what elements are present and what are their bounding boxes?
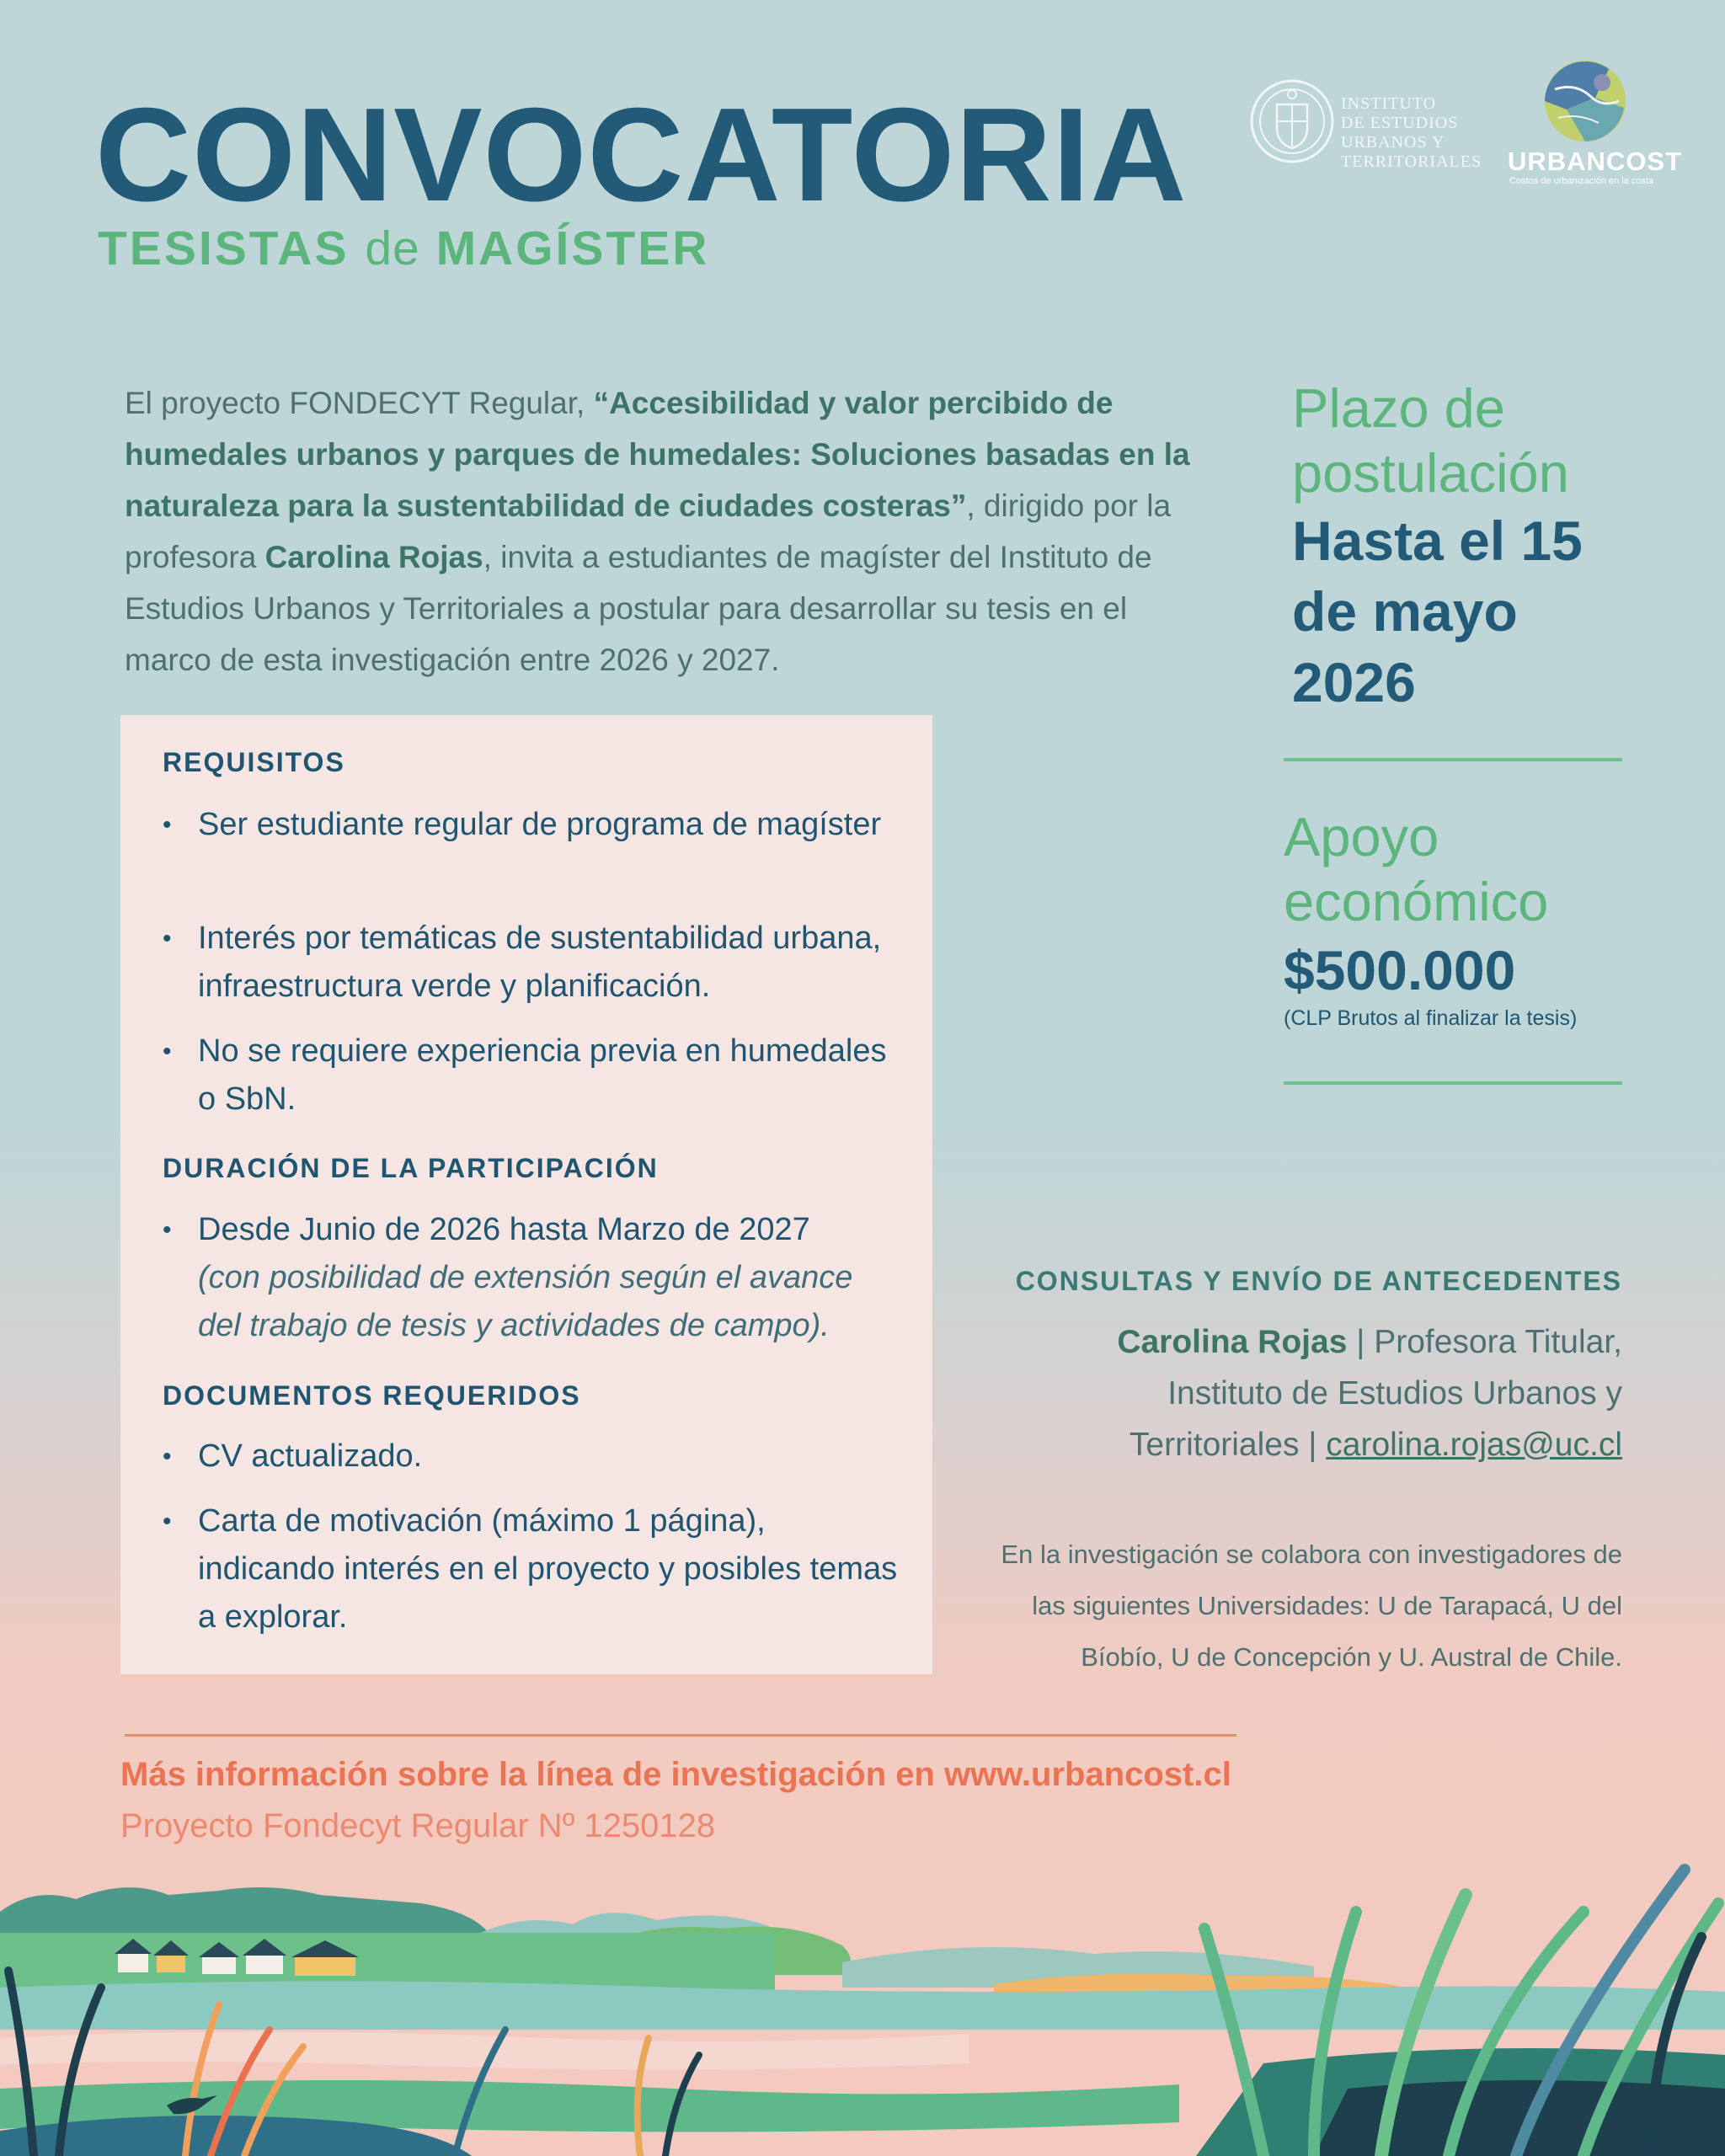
urbancost-map-icon	[1508, 57, 1668, 145]
subtitle-de: de	[365, 221, 420, 275]
list-item-text: Carta de motivación (máximo 1 página), indicando interés en el proyecto y posibles temas a explorar.	[198, 1503, 898, 1635]
list-item	[163, 1497, 904, 1641]
contact-text: | Profesora Titular,	[1347, 1324, 1622, 1360]
duration-heading: DURACIÓN DE LA PARTICIPACIÓN	[163, 1153, 659, 1183]
bullet-icon: •	[163, 1216, 172, 1244]
list-item-text: No se requiere experiencia previa en humedales o SbN.	[198, 1033, 887, 1117]
list-item-text: Desde Junio de 2026 hasta Marzo de 2027	[198, 1212, 810, 1247]
contact-name: Carolina Rojas	[1117, 1324, 1348, 1360]
subtitle-tesistas: TESISTAS	[98, 221, 350, 275]
deadline-label: Plazo de	[1292, 377, 1505, 439]
iet-line: URBANOS Y	[1341, 133, 1445, 152]
list-item	[163, 1206, 904, 1350]
professor-name: Carolina Rojas	[264, 540, 483, 574]
divider	[1284, 1081, 1622, 1085]
footer-divider	[125, 1734, 1236, 1737]
deadline-value: Hasta el 15	[1292, 510, 1583, 572]
contact-email-link[interactable]: carolina.rojas@uc.cl	[1326, 1427, 1622, 1463]
divider	[1284, 758, 1622, 761]
contact-text: Instituto de Estudios Urbanos y	[1167, 1375, 1622, 1412]
iet-logo	[1248, 62, 1488, 180]
intro-text: , invita a estudiantes de magíster del Instituto de Estudios Urbanos y Territoriales a postular para desarrollar su tesis en el marco de esta investigación entre 2026 y 2027.	[125, 540, 1152, 677]
iet-line: DE ESTUDIOS	[1341, 114, 1459, 132]
intro-text: El proyecto FONDECYT Regular,	[125, 386, 594, 420]
support-block	[1284, 804, 1577, 1031]
requirements-box	[120, 715, 932, 1674]
documents-heading: DOCUMENTOS REQUERIDOS	[163, 1380, 581, 1411]
list-item-text: CV actualizado.	[198, 1438, 423, 1474]
deadline-block	[1292, 376, 1583, 718]
list-item	[163, 915, 904, 1011]
page-title: CONVOCATORIA	[95, 81, 1188, 229]
urbancost-name: URBANCOST	[1508, 147, 1683, 176]
urbancost-tagline: Costos de urbanización en la costa	[1509, 176, 1654, 186]
bullet-icon: •	[163, 925, 172, 953]
deadline-value: 2026	[1292, 651, 1416, 713]
contact-text: Territoriales |	[1129, 1427, 1327, 1463]
iet-logo-text	[1341, 94, 1482, 172]
collaboration-note: En la investigación se colabora con investigadores de las siguientes Universidades: U de Tarapacá, U del Bíobío, U de Concepción y U. Austral de Chile.	[1001, 1540, 1622, 1672]
subtitle-magister: MAGÍSTER	[435, 221, 710, 275]
iet-line: INSTITUTO	[1341, 94, 1437, 113]
support-amount: $500.000	[1284, 939, 1516, 1001]
deadline-value: de mayo	[1292, 580, 1518, 643]
urbancost-logo	[1508, 57, 1683, 192]
project-title: “Accesibilidad y valor percibido de humedales urbanos y parques de humedales: Soluciones basadas en la naturaleza para la sustentabilidad de ciudades costeras”	[125, 386, 1190, 523]
duration-note: (con posibilidad de extensión según el avance del trabajo de tesis y actividades de campo).	[198, 1260, 853, 1343]
requirements-heading: REQUISITOS	[163, 747, 345, 777]
list-item-text: Interés por temáticas de sustentabilidad urbana, infraestructura verde y planificación.	[198, 921, 882, 1004]
list-item	[163, 1433, 904, 1481]
bullet-icon: •	[163, 1038, 172, 1065]
intro-paragraph	[125, 377, 1211, 686]
deadline-label: postulación	[1292, 442, 1569, 504]
wetland-landscape-illustration	[0, 1785, 1725, 2156]
bullet-icon: •	[163, 1508, 172, 1535]
iet-line: TERRITORIALES	[1341, 152, 1482, 171]
list-item	[163, 1027, 904, 1123]
intro-text: , dirigido por la profesora	[125, 488, 1172, 574]
list-item-text: Ser estudiante regular de programa de magíster	[198, 807, 882, 842]
support-label: Apoyo	[1284, 806, 1439, 867]
contact-heading: CONSULTAS Y ENVÍO DE ANTECEDENTES	[1015, 1266, 1622, 1296]
support-note: (CLP Brutos al finalizar la tesis)	[1284, 1006, 1578, 1030]
bullet-icon: •	[163, 811, 172, 839]
project-number: Proyecto Fondecyt Regular Nº 1250128	[120, 1807, 716, 1844]
list-item	[163, 801, 904, 849]
university-seal-icon	[1248, 62, 1336, 180]
page-subtitle	[98, 221, 709, 276]
contact-info	[1033, 1316, 1622, 1470]
support-label: económico	[1284, 871, 1549, 932]
bullet-icon: •	[163, 1443, 172, 1470]
more-info-link[interactable]: Más información sobre la línea de investigación en www.urbancost.cl	[120, 1756, 1231, 1793]
